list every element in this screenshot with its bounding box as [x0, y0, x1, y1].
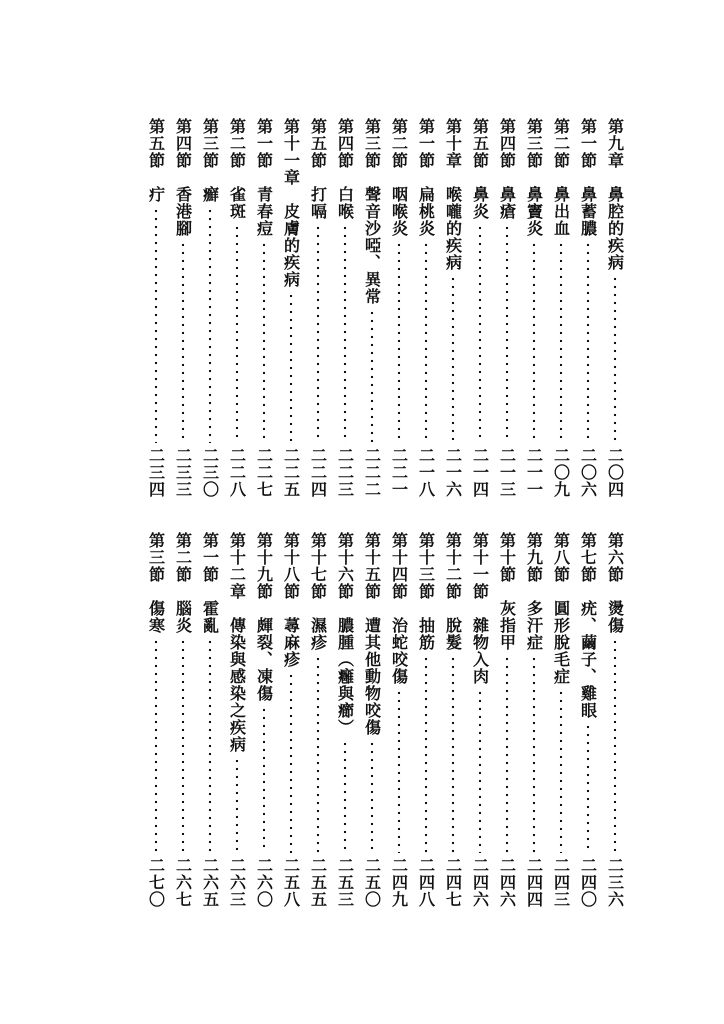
toc-leader-dots — [532, 241, 536, 443]
toc-page-number: 二二二 — [362, 447, 382, 498]
toc-entry-title: 第二節 雀斑 — [227, 118, 247, 220]
toc-leader-dots — [289, 292, 293, 443]
toc-leader-dots — [181, 638, 185, 853]
toc-page-number: 二〇六 — [578, 447, 598, 498]
toc-section-entry — [358, 118, 385, 498]
toc-page-number: 二三三 — [173, 447, 193, 498]
toc-entry-title: 第五節 打嗝 — [308, 118, 328, 220]
toc-page-number: 二〇九 — [551, 447, 571, 498]
toc-entry-title: 第一節 霍亂 — [200, 532, 220, 634]
toc-section-entry — [304, 532, 331, 908]
toc-leader-dots — [478, 689, 482, 853]
toc-page-number: 二二五 — [281, 447, 301, 498]
toc-leader-dots — [316, 655, 320, 853]
toc-page-number: 二二四 — [308, 447, 328, 498]
toc-entry-title: 第十二章 傳染與感染之疾病 — [227, 532, 247, 753]
toc-section-entry — [520, 532, 547, 908]
toc-page-number: 二六三 — [227, 857, 247, 908]
toc-section-entry — [304, 118, 331, 498]
toc-section-entry — [169, 532, 196, 908]
toc-chapter-entry — [439, 118, 466, 498]
toc-entry-title: 第二節 鼻出血 — [551, 118, 571, 237]
toc-leader-dots — [343, 224, 347, 443]
toc-leader-dots — [289, 672, 293, 853]
toc-section-entry — [331, 532, 358, 908]
toc-page-number: 二一六 — [443, 447, 463, 498]
toc-page-number: 二六七 — [173, 857, 193, 908]
toc-leader-dots — [397, 689, 401, 853]
toc-section-entry — [277, 532, 304, 908]
toc-leader-dots — [181, 241, 185, 443]
toc-page-number: 二四八 — [416, 857, 436, 908]
toc-page-number: 二二一 — [389, 447, 409, 498]
toc-page-number: 二三〇 — [200, 447, 220, 498]
toc-leader-dots — [559, 689, 563, 853]
toc-leader-dots — [370, 309, 374, 443]
toc-entry-title: 第六節 燙傷 — [605, 532, 625, 634]
toc-section-entry — [223, 118, 250, 498]
toc-leader-dots — [451, 275, 455, 443]
toc-page-number: 二二八 — [227, 447, 247, 498]
toc-leader-dots — [343, 740, 347, 853]
toc-section-entry — [601, 532, 628, 908]
toc-leader-dots — [505, 655, 509, 853]
toc-entry-title: 第十二節 脫髮 — [443, 532, 463, 651]
toc-leader-dots — [208, 638, 212, 853]
toc-entry-title: 第三節 鼻竇炎 — [524, 118, 544, 237]
toc-page-number: 二五〇 — [362, 857, 382, 908]
toc-section-entry — [358, 532, 385, 908]
toc-section-entry — [412, 118, 439, 498]
toc-entry-title: 第十節 灰指甲 — [497, 532, 517, 651]
toc-page-number: 二四六 — [497, 857, 517, 908]
toc-page-number: 二〇四 — [605, 447, 625, 498]
toc-entry-title: 第十六節 膿腫（癰與癤） — [335, 532, 355, 736]
toc-page-number: 二七〇 — [146, 857, 166, 908]
toc-section-entry — [250, 118, 277, 498]
toc-entry-title: 第十章 喉嚨的疾病 — [443, 118, 463, 271]
toc-block-bottom — [142, 532, 628, 908]
toc-page-number: 二三四 — [146, 447, 166, 498]
toc-block-top — [142, 118, 628, 498]
toc-page-number: 二一八 — [416, 447, 436, 498]
toc-leader-dots — [451, 655, 455, 853]
toc-leader-dots — [613, 275, 617, 443]
toc-page-number: 二四三 — [551, 857, 571, 908]
toc-page-number: 二一三 — [497, 447, 517, 498]
toc-entry-title: 第十七節 濕疹 — [308, 532, 328, 651]
toc-entry-title: 第十一章 皮膚的疾病 — [281, 118, 301, 288]
toc-entry-title: 第十八節 蕁麻疹 — [281, 532, 301, 668]
toc-section-entry — [196, 118, 223, 498]
toc-section-entry — [493, 532, 520, 908]
toc-page-number: 二四〇 — [578, 857, 598, 908]
toc-section-entry — [142, 532, 169, 908]
toc-page-number: 二一一 — [524, 447, 544, 498]
toc-leader-dots — [586, 241, 590, 443]
toc-section-entry — [385, 532, 412, 908]
toc-leader-dots — [370, 740, 374, 853]
toc-leader-dots — [262, 706, 266, 853]
toc-entry-title: 第三節 傷寒 — [146, 532, 166, 634]
toc-leader-dots — [235, 224, 239, 443]
toc-entry-title: 第十四節 治蛇咬傷 — [389, 532, 409, 685]
toc-entry-title: 第二節 咽喉炎 — [389, 118, 409, 237]
toc-section-entry — [331, 118, 358, 498]
toc-entry-title: 第十一節 雜物入肉 — [470, 532, 490, 685]
toc-page-number: 二四七 — [443, 857, 463, 908]
toc-section-entry — [520, 118, 547, 498]
toc-chapter-entry — [277, 118, 304, 498]
toc-section-entry — [574, 118, 601, 498]
toc-page-number: 二三六 — [605, 857, 625, 908]
toc-entry-title: 第三節 癬 — [200, 118, 220, 203]
toc-leader-dots — [478, 224, 482, 443]
toc-leader-dots — [316, 224, 320, 443]
toc-leader-dots — [154, 638, 158, 853]
toc-entry-title: 第三節 聲音沙啞、異常 — [362, 118, 382, 305]
toc-section-entry — [385, 118, 412, 498]
toc-section-entry — [547, 532, 574, 908]
toc-page-number: 二五五 — [308, 857, 328, 908]
toc-page-number: 二一四 — [470, 447, 490, 498]
toc-leader-dots — [262, 241, 266, 443]
toc-entry-title: 第九節 多汗症 — [524, 532, 544, 651]
toc-entry-title: 第五節 鼻炎 — [470, 118, 490, 220]
toc-page-number: 二二三 — [335, 447, 355, 498]
toc-section-entry — [466, 118, 493, 498]
toc-section-entry — [142, 118, 169, 498]
toc-section-entry — [412, 532, 439, 908]
toc-leader-dots — [154, 207, 158, 443]
toc-leader-dots — [208, 207, 212, 443]
toc-chapter-entry — [601, 118, 628, 498]
toc-page-number: 二四四 — [524, 857, 544, 908]
toc-section-entry — [466, 532, 493, 908]
toc-entry-title: 第四節 白喉 — [335, 118, 355, 220]
toc-page-number: 二四九 — [389, 857, 409, 908]
toc-page-number: 二五八 — [281, 857, 301, 908]
toc-leader-dots — [586, 723, 590, 853]
toc-leader-dots — [559, 241, 563, 443]
toc-entry-title: 第四節 鼻瘡 — [497, 118, 517, 220]
toc-entry-title: 第十九節 皹裂、凍傷 — [254, 532, 274, 702]
toc-section-entry — [547, 118, 574, 498]
toc-leader-dots — [424, 655, 428, 853]
toc-section-entry — [250, 532, 277, 908]
toc-section-entry — [574, 532, 601, 908]
toc-entry-title: 第一節 扁桃炎 — [416, 118, 436, 237]
toc-page-number: 二六〇 — [254, 857, 274, 908]
toc-entry-title: 第八節 圓形脫毛症 — [551, 532, 571, 685]
toc-entry-title: 第九章 鼻腔的疾病 — [605, 118, 625, 271]
toc-section-entry — [439, 532, 466, 908]
toc-entry-title: 第七節 疣、繭子、雞眼 — [578, 532, 598, 719]
toc-entry-title: 第一節 青春痘 — [254, 118, 274, 237]
toc-leader-dots — [613, 638, 617, 853]
toc-leader-dots — [532, 655, 536, 853]
toc-section-entry — [493, 118, 520, 498]
toc-page-number: 二五三 — [335, 857, 355, 908]
toc-section-entry — [196, 532, 223, 908]
toc-leader-dots — [397, 241, 401, 443]
toc-entry-title: 第十三節 抽筋 — [416, 532, 436, 651]
toc-leader-dots — [505, 224, 509, 443]
toc-entry-title: 第十五節 遭其他動物咬傷 — [362, 532, 382, 736]
toc-page-number: 二六五 — [200, 857, 220, 908]
toc-page-number: 二二七 — [254, 447, 274, 498]
toc-section-entry — [169, 118, 196, 498]
toc-chapter-entry — [223, 532, 250, 908]
toc-page-number: 二四六 — [470, 857, 490, 908]
toc-entry-title: 第一節 鼻蓄膿 — [578, 118, 598, 237]
toc-entry-title: 第二節 腦炎 — [173, 532, 193, 634]
toc-entry-title: 第四節 香港腳 — [173, 118, 193, 237]
toc-leader-dots — [424, 241, 428, 443]
toc-leader-dots — [235, 757, 239, 853]
toc-entry-title: 第五節 疔 — [146, 118, 166, 203]
